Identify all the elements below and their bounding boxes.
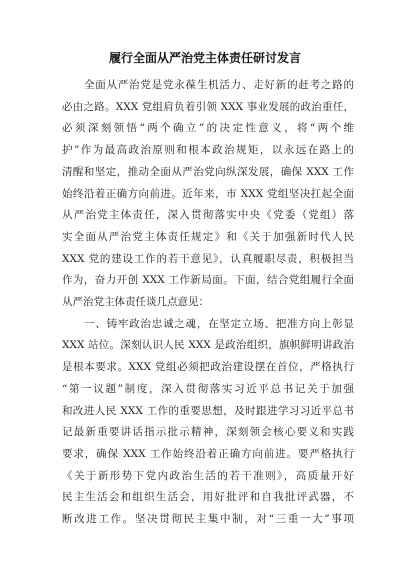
text-line: 民主生活会和组织生活会，用好批评和自我批评武器，不 xyxy=(62,491,354,504)
text-line: 必须深刻领悟“两个确立”的决定性意义，将“两个维 xyxy=(62,122,354,135)
text-line: 断改进工作。坚决贯彻民主集中制，对“三重一大”事项 xyxy=(62,513,354,526)
text-line: 从严治党主体责任，深入贯彻落实中央《党委（党组）落 xyxy=(62,209,354,222)
text-line: 《关于新形势下党内政治生活的若干准则》，高质量开好 xyxy=(62,469,354,482)
text-line: 从严治党主体责任谈几点意见： xyxy=(62,296,209,309)
text-line: 和改进人民 XXX 工作的重要思想，及时跟进学习习近平总书 xyxy=(62,404,354,417)
body-paragraph xyxy=(62,75,354,314)
body-paragraph xyxy=(62,314,354,531)
text-line: 实全面从严治党主体责任规定》和《关于加强新时代人民 xyxy=(62,230,354,243)
text-line: XXX 党的建设工作的若干意见》，认真履职尽责，积极担当 xyxy=(62,252,354,265)
text-line: 全面从严治党是党永葆生机活力、走好新的赶考之路的 xyxy=(84,79,354,91)
text-line: 清醒和坚定，推动全面从严治党向纵深发展，确保 XXX 工作 xyxy=(62,165,354,178)
text-line: 要求，确保 XXX 工作始终沿着正确方向前进。要严格执行 xyxy=(62,447,354,460)
text-line: 是根本要求。XXX 党组必须把政治建设摆在首位，严格执行 xyxy=(62,361,354,374)
text-line: 护”作为最高政治原则和根本政治规矩，以永远在路上的 xyxy=(62,144,354,157)
text-line: XXX 站位。深刻认识人民 XXX 是政治组织，旗帜鲜明讲政治 xyxy=(62,339,354,352)
text-line: 记最新重要讲话指示批示精神，深刻领会核心要义和实践 xyxy=(62,426,354,439)
text-line: “第一议题”制度，深入贯彻落实习近平总书记关于加强 xyxy=(62,382,354,395)
text-line: 一、铸牢政治忠诚之魂，在坚定立场、把准方向上彰显 xyxy=(84,317,354,330)
text-line: 作为，奋力开创 XXX 工作新局面。下面，结合党组履行全面 xyxy=(62,274,354,287)
document-body xyxy=(62,75,354,531)
document-title: 履行全面从严治党主体责任研讨发言 xyxy=(108,51,301,65)
text-line: 必由之路。XXX 党组肩负着引领 XXX 事业发展的政治重任， xyxy=(62,100,354,113)
text-line: 始终沿着正确方向前进。近年来，市 XXX 党组坚决扛起全面 xyxy=(62,187,354,200)
